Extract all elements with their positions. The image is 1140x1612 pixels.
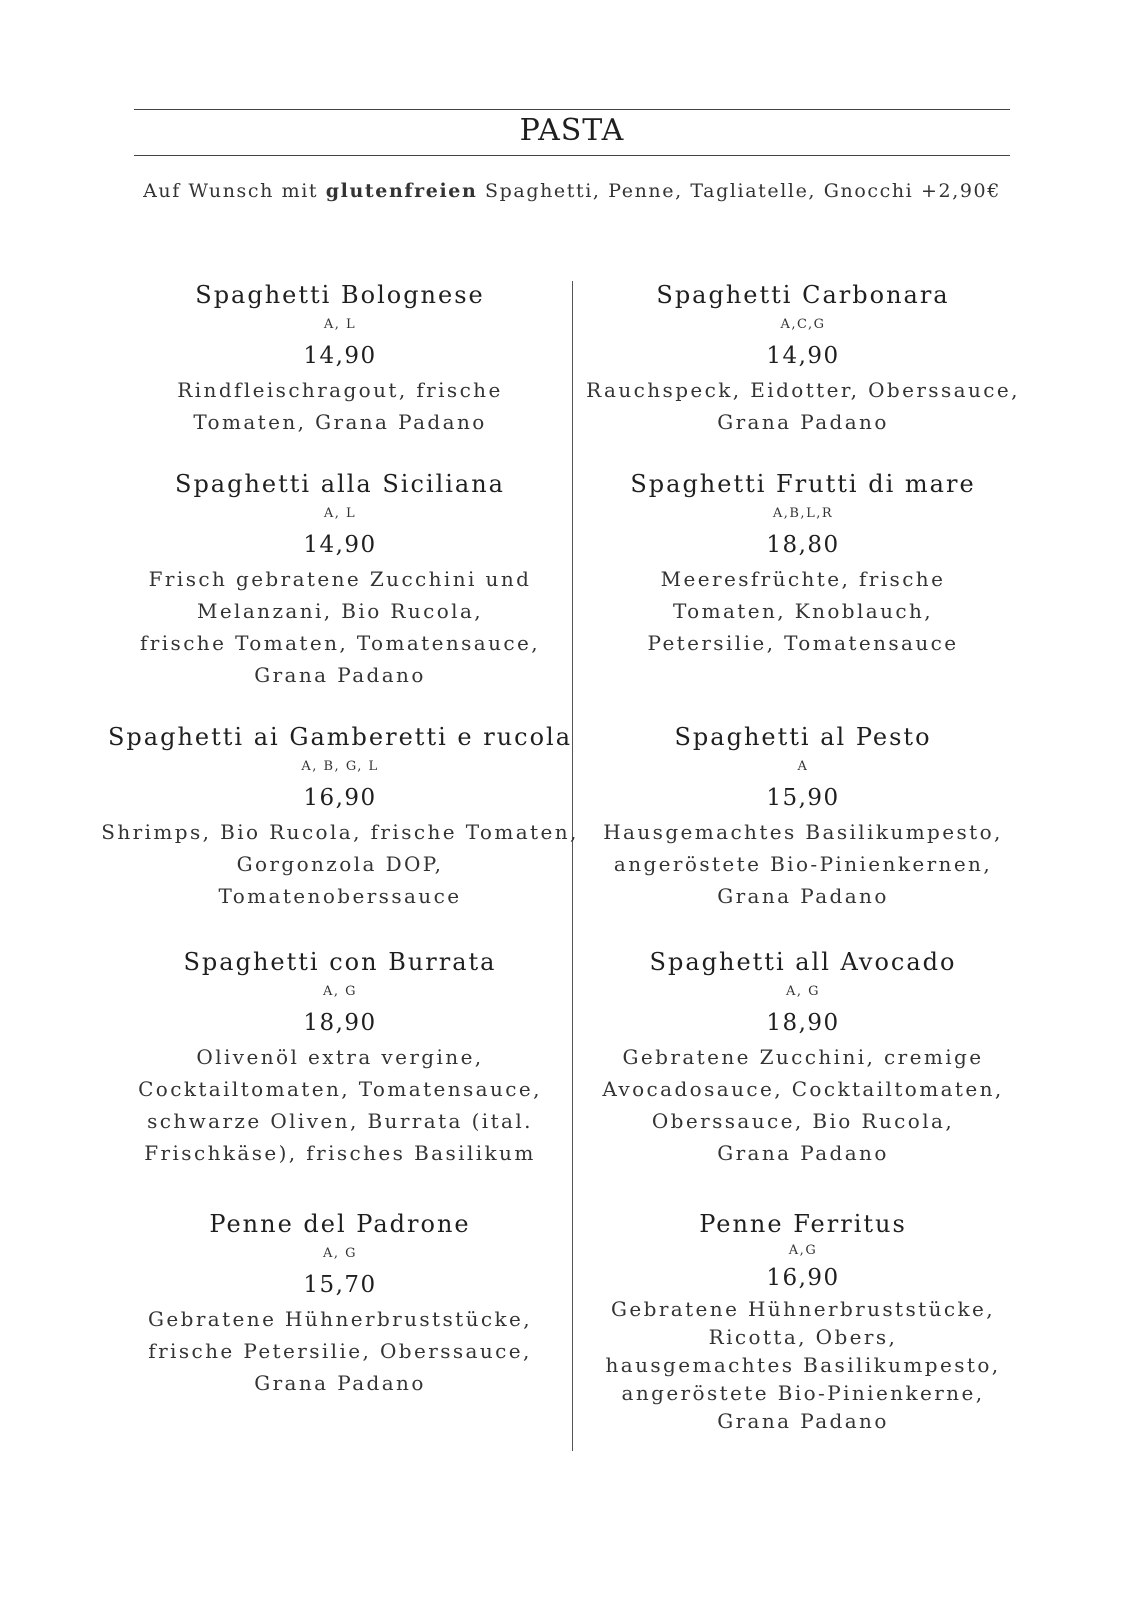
item-description <box>100 563 580 691</box>
item-allergens: A, B, G, L <box>301 759 379 774</box>
item-price: 14,90 <box>303 343 377 369</box>
item-description-line: Oberssauce, Bio Rucola, <box>651 1109 955 1133</box>
item-price: 18,90 <box>303 1010 377 1036</box>
menu-item-spaghetti-frutti-di-mare <box>563 467 1043 659</box>
item-description <box>563 1041 1043 1169</box>
item-price: 14,90 <box>303 532 377 558</box>
item-description-line: Gebratene Zucchini, cremige <box>622 1045 984 1069</box>
item-allergens: A, G <box>322 1246 358 1261</box>
item-description-line: Olivenöl extra vergine, <box>196 1045 484 1069</box>
item-name: Penne del Padrone <box>209 1210 471 1238</box>
item-price: 16,90 <box>766 1265 840 1291</box>
item-price: 16,90 <box>303 785 377 811</box>
item-allergens: A <box>797 759 809 774</box>
gluten-free-note <box>134 180 1010 202</box>
item-name: Spaghetti ai Gamberetti e rucola <box>107 723 573 751</box>
item-name: Spaghetti Carbonara <box>656 281 950 309</box>
item-description <box>563 563 1043 659</box>
item-description-line: Grana Padano <box>717 884 889 908</box>
item-description-line: Melanzani, Bio Rucola, <box>196 599 484 623</box>
item-description-line: Petersilie, Tomatensauce <box>647 631 959 655</box>
item-price: 15,70 <box>303 1272 377 1298</box>
item-description-line: angeröstete Bio-Pinienkernen, <box>613 852 993 876</box>
item-description-line: Rauchspeck, Eidotter, Oberssauce, <box>586 378 1020 402</box>
item-name: Spaghetti alla Siciliana <box>175 470 505 498</box>
menu-item-spaghetti-bolognese <box>100 278 580 438</box>
menu-item-spaghetti-con-burrata <box>100 945 580 1169</box>
item-description-line: angeröstete Bio-Pinienkerne, <box>621 1381 985 1405</box>
item-description-line: Hausgemachtes Basilikumpesto, <box>603 820 1003 844</box>
item-description-line: hausgemachtes Basilikumpesto, <box>605 1353 1001 1377</box>
item-name: Spaghetti con Burrata <box>183 948 497 976</box>
item-description-line: Avocadosauce, Cocktailtomaten, <box>602 1077 1004 1101</box>
item-description-line: Gorgonzola DOP, <box>236 852 444 876</box>
menu-item-spaghetti-alla-siciliana <box>100 467 580 691</box>
item-price: 14,90 <box>766 343 840 369</box>
title-top-rule <box>134 109 1010 110</box>
item-description-line: frische Tomaten, Tomatensauce, <box>139 631 541 655</box>
item-description-line: Shrimps, Bio Rucola, frische Tomaten, <box>101 820 579 844</box>
item-price: 15,90 <box>766 785 840 811</box>
item-description <box>100 1303 580 1399</box>
item-name: Spaghetti al Pesto <box>674 723 932 751</box>
item-description-line: Grana Padano <box>717 410 889 434</box>
item-price: 18,90 <box>766 1010 840 1036</box>
item-description-line: Meeresfrüchte, frische <box>660 567 946 591</box>
title-bottom-rule <box>134 155 1010 156</box>
item-description-line: Grana Padano <box>717 1141 889 1165</box>
item-name: Spaghetti Frutti di mare <box>630 470 976 498</box>
item-description-line: Gebratene Hühnerbruststücke, <box>148 1307 532 1331</box>
item-name: Penne Ferritus <box>699 1210 907 1238</box>
item-description-line: Grana Padano <box>717 1409 889 1433</box>
item-allergens: A, G <box>785 984 821 999</box>
item-description-line: Cocktailtomaten, Tomatensauce, <box>138 1077 542 1101</box>
item-description-line: Rindfleischragout, frische <box>177 378 503 402</box>
menu-item-spaghetti-all-avocado <box>563 945 1043 1169</box>
item-name: Spaghetti Bolognese <box>195 281 485 309</box>
item-allergens: A,G <box>788 1243 818 1258</box>
item-description <box>563 816 1043 912</box>
item-description-line: Frischkäse), frisches Basilikum <box>144 1141 536 1165</box>
item-description-line: Grana Padano <box>254 1371 426 1395</box>
menu-item-spaghetti-ai-gamberetti <box>100 720 580 912</box>
item-price: 18,80 <box>766 532 840 558</box>
item-description <box>100 374 580 438</box>
gluten-free-note-suffix: Spaghetti, Penne, Tagliatelle, Gnocchi +2,90€ <box>477 180 1001 202</box>
item-allergens: A,B,L,R <box>772 506 834 521</box>
item-description-line: Grana Padano <box>254 663 426 687</box>
item-description-line: Tomaten, Grana Padano <box>193 410 487 434</box>
item-description-line: Tomaten, Knoblauch, <box>672 599 934 623</box>
menu-item-penne-ferritus <box>563 1207 1043 1435</box>
item-allergens: A, G <box>322 984 358 999</box>
page-title: PASTA <box>519 113 625 148</box>
item-description <box>563 374 1043 438</box>
item-description-line: Gebratene Hühnerbruststücke, <box>611 1297 995 1321</box>
item-description-line: frische Petersilie, Oberssauce, <box>148 1339 532 1363</box>
item-name: Spaghetti all Avocado <box>649 948 957 976</box>
item-allergens: A,C,G <box>780 317 826 332</box>
gluten-free-note-bold: glutenfreien <box>325 180 478 202</box>
gluten-free-note-prefix: Auf Wunsch mit <box>143 180 326 202</box>
item-description <box>100 1041 580 1169</box>
item-allergens: A, L <box>323 506 357 521</box>
menu-item-spaghetti-al-pesto <box>563 720 1043 912</box>
item-description <box>563 1295 1043 1435</box>
menu-item-penne-del-padrone <box>100 1207 580 1399</box>
item-allergens: A, L <box>323 317 357 332</box>
item-description-line: schwarze Oliven, Burrata (ital. <box>147 1109 533 1133</box>
item-description-line: Frisch gebratene Zucchini und <box>148 567 532 591</box>
item-description <box>100 816 580 912</box>
menu-item-spaghetti-carbonara <box>563 278 1043 438</box>
item-description-line: Tomatenoberssauce <box>218 884 462 908</box>
item-description-line: Ricotta, Obers, <box>708 1325 898 1349</box>
